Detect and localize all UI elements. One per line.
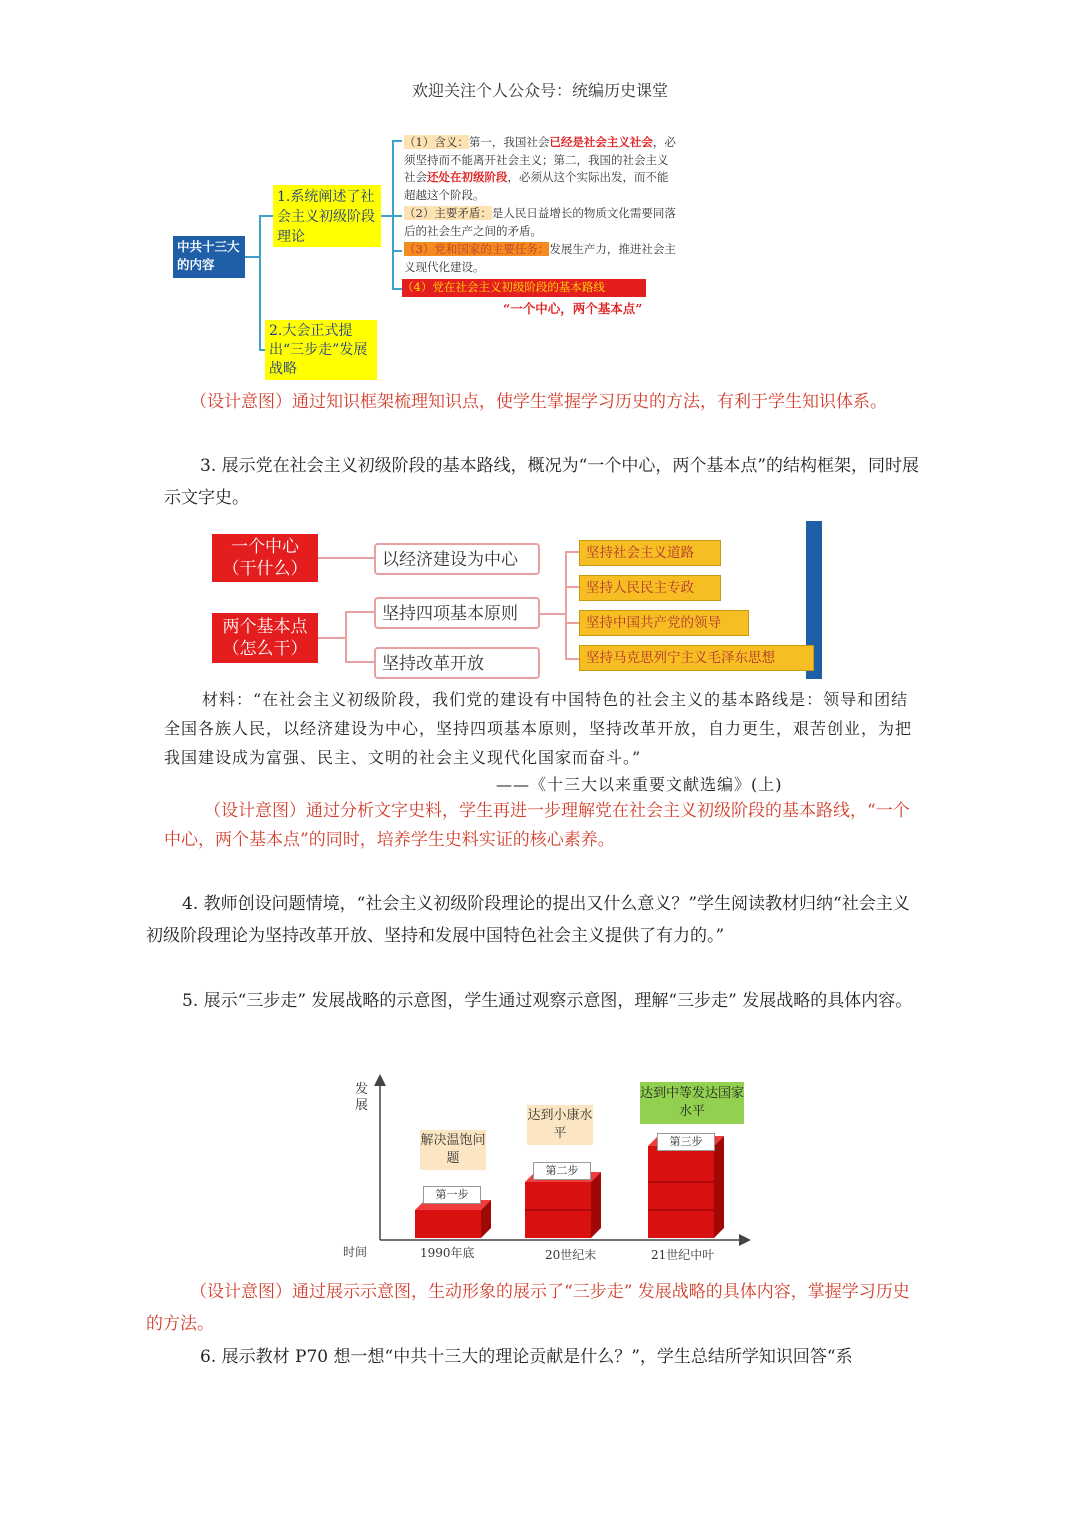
step-label-1: 第一步 [423, 1186, 481, 1204]
points-box: 两个基本点 （怎么干） [212, 613, 318, 663]
mindmap-item-4: （4）党在社会主义初级阶段的基本路线 [402, 279, 646, 297]
tick-label-1: 1990年底 [420, 1246, 475, 1260]
goal-label-3: 达到中等发达国家水平 [640, 1082, 744, 1124]
mindmap-item-2: （2）主要矛盾：是人民日益增长的物质文化需要同落后的社会生产之间的矛盾。 [404, 206, 676, 238]
mindmap-item-1: （1）含义：第一，我国社会已经是社会主义社会，必须坚持而不能离开社会主义；第二，我国的社会主义社会还处在初级阶段，必须从这个实际出发，而不能超越这个阶段。 [404, 135, 676, 202]
principle-2: 坚持人民民主专政 [579, 575, 721, 601]
step-4-text: 4. 教师创设问题情境，“社会主义初级阶段理论的提出又什么意义？”学生阅读教材归纳“社会主义初级阶段理论为坚持改革开放、坚持和发展中国特色社会主义提供了有力的。” [146, 894, 910, 946]
x-axis-label: 时间 [343, 1245, 368, 1259]
step-label-3: 第三步 [657, 1133, 715, 1151]
design-intent-3: （设计意图）通过展示示意图，生动形象的展示了“三步走” 发展战略的具体内容，掌握学习历史的方法。 [146, 1282, 910, 1334]
tick-label-2: 20世纪末 [545, 1248, 597, 1262]
bar-3 [648, 1136, 724, 1238]
design-intent-2: （设计意图）通过分析文字史料，学生再进一步理解党在社会主义初级阶段的基本路线，“一个中心，两个基本点”的同时，培养学生史料实证的核心素养。 [164, 801, 910, 850]
bar-1 [415, 1200, 491, 1238]
step-5-text: 5. 展示“三步走” 发展战略的示意图，学生通过观察示意图，理解“三步走” 发展战略的具体内容。 [182, 991, 913, 1011]
reform-box: 坚持改革开放 [374, 647, 540, 679]
tick-label-3: 21世纪中叶 [651, 1248, 715, 1262]
principle-1: 坚持社会主义道路 [579, 540, 721, 566]
mindmap-branch-1: 1.系统阐述了社会主义初级阶段理论 [273, 185, 381, 247]
mindmap-root: 中共十三大的内容 [173, 236, 245, 278]
goal-label-1: 解决温饱问题 [420, 1130, 486, 1170]
mindmap-branch-2: 2.大会正式提出“三步走”发展战略 [265, 320, 377, 380]
bar-2 [525, 1172, 601, 1238]
step-6-text: 6. 展示教材 P70 想一想“中共十三大的理论贡献是什么？”，学生总结所学知识回答“系 [200, 1347, 853, 1367]
y-axis-label: 发展 [355, 1082, 369, 1113]
design-intent-1: （设计意图）通过知识框架梳理知识点，使学生掌握学习历史的方法，有利于学生知识体系。 [190, 392, 887, 412]
principle-4: 坚持马克思列宁主义毛泽东思想 [579, 645, 814, 671]
material-quote: 材料：“在社会主义初级阶段，我们党的建设有中国特色的社会主义的基本路线是：领导和团结全国各族人民，以经济建设为中心，坚持四项基本原则，坚持改革开放，自力更生，艰苦创业，为把我国建设成为富强、民主、文明的社会主义现代化国家而奋斗。” [164, 690, 913, 767]
step-3-text: 3. 展示党在社会主义初级阶段的基本路线，概况为“一个中心，两个基本点”的结构框架，同时展示文字史。 [164, 456, 920, 508]
material-source: ——《十三大以来重要文献选编》(上) [496, 775, 783, 794]
goal-label-2: 达到小康水平 [527, 1105, 593, 1145]
four-principles-box: 坚持四项基本原则 [374, 597, 540, 629]
center-box: 一个中心 （干什么） [212, 534, 318, 582]
mindmap-item-3: （3）党和国家的主要任务：发展生产力，推进社会主义现代化建设。 [404, 242, 676, 274]
principle-3: 坚持中国共产党的领导 [579, 610, 749, 636]
mindmap-item-4-sub: “一个中心，两个基本点” [503, 301, 643, 316]
step-label-2: 第二步 [533, 1162, 591, 1180]
econ-box: 以经济建设为中心 [374, 543, 540, 575]
page-header: 欢迎关注个人公众号：统编历史课堂 [411, 81, 668, 100]
